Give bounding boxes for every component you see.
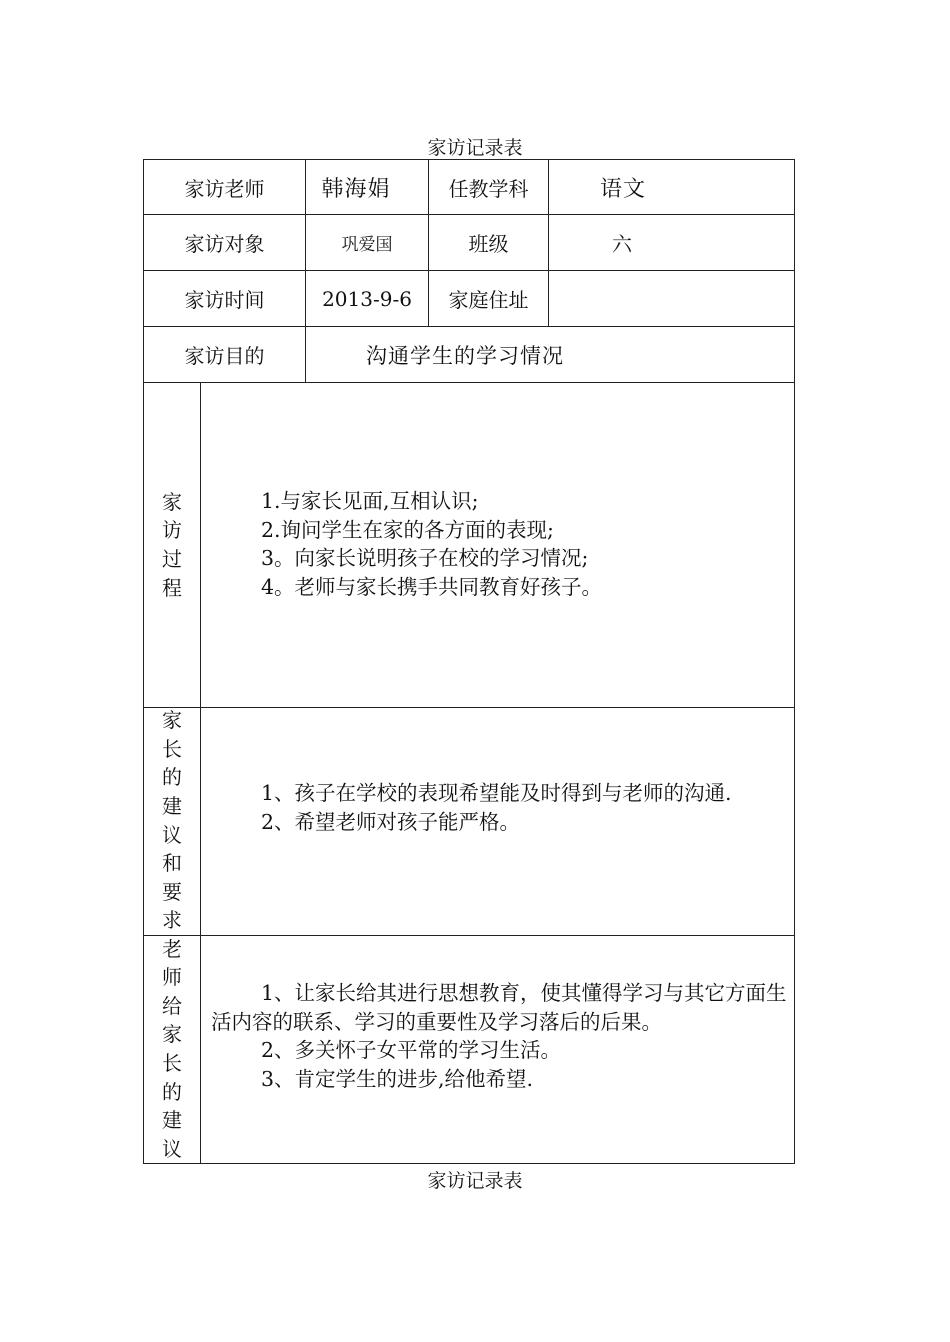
label-char: 的 xyxy=(162,765,182,790)
process-label xyxy=(144,383,200,707)
parent-suggestion-item: 1、孩子在学校的表现希望能及时得到与老师的沟通. xyxy=(261,781,732,805)
teacher-suggestion-item: 2、多关怀子女平常的学习生活。 xyxy=(261,1038,562,1063)
label-char: 给 xyxy=(162,993,182,1018)
label-char: 建 xyxy=(162,793,182,818)
label-char: 求 xyxy=(162,908,182,933)
row-divider xyxy=(143,707,795,708)
label-char: 访 xyxy=(162,518,182,543)
teacher-suggestion-item: 1、让家长给其进行思想教育，使其懂得学习与其它方面生活内容的联系、学习的重要性及学习落后的后果。 xyxy=(211,981,787,1034)
row-divider xyxy=(143,935,795,936)
class-label: 班级 xyxy=(468,232,509,256)
address-label: 家庭住址 xyxy=(448,288,529,312)
label-char: 长 xyxy=(162,1051,182,1075)
parent-suggestions-label xyxy=(144,706,200,935)
label-char: 程 xyxy=(162,575,182,600)
label-char: 和 xyxy=(162,851,182,876)
time-value: 2013-9-6 xyxy=(322,286,412,311)
purpose-value: 沟通学生的学习情况 xyxy=(366,343,564,368)
label-char: 议 xyxy=(162,822,182,847)
label-char: 师 xyxy=(162,965,182,990)
process-line: 4。老师与家长携手共同教育好孩子。 xyxy=(261,574,603,599)
label-char: 家 xyxy=(162,489,182,514)
process-line: 3。向家长说明孩子在校的学习情况; xyxy=(261,546,589,571)
parent-suggestions-content xyxy=(211,779,787,836)
label-char: 议 xyxy=(162,1136,182,1161)
parent-suggestion-item: 2、希望老师对孩子能严格。 xyxy=(261,809,521,834)
column-divider xyxy=(200,382,201,1164)
label-char: 老 xyxy=(162,936,182,961)
student-label: 家访对象 xyxy=(184,232,265,256)
process-line: 1.与家长见面,互相认识; xyxy=(261,489,479,513)
label-char: 过 xyxy=(162,547,182,571)
label-char: 家 xyxy=(162,1022,182,1047)
label-char: 的 xyxy=(162,1079,182,1104)
class-value: 六 xyxy=(612,232,632,256)
time-label: 家访时间 xyxy=(184,288,265,312)
teacher-label: 家访老师 xyxy=(184,176,265,201)
label-char: 建 xyxy=(162,1108,182,1133)
process-content xyxy=(261,487,781,601)
student-value: 巩爱国 xyxy=(341,235,393,255)
teacher-value: 韩海娟 xyxy=(321,176,391,202)
subject-value: 语文 xyxy=(599,176,646,202)
subject-label: 任教学科 xyxy=(448,176,529,201)
purpose-label: 家访目的 xyxy=(184,344,265,368)
address-value xyxy=(549,271,794,326)
teacher-suggestion-item: 3、肯定学生的进步,给他希望. xyxy=(261,1066,534,1091)
teacher-suggestions-label xyxy=(144,935,200,1163)
process-line: 2.询问学生在家的各方面的表现; xyxy=(261,517,554,542)
teacher-suggestions-content xyxy=(211,979,787,1093)
label-char: 长 xyxy=(162,736,182,761)
document-title: 家访记录表 xyxy=(427,138,523,159)
document-footer-title: 家访记录表 xyxy=(427,1171,523,1192)
row-divider xyxy=(143,382,795,383)
label-char: 要 xyxy=(162,879,182,904)
label-char: 家 xyxy=(162,708,182,733)
